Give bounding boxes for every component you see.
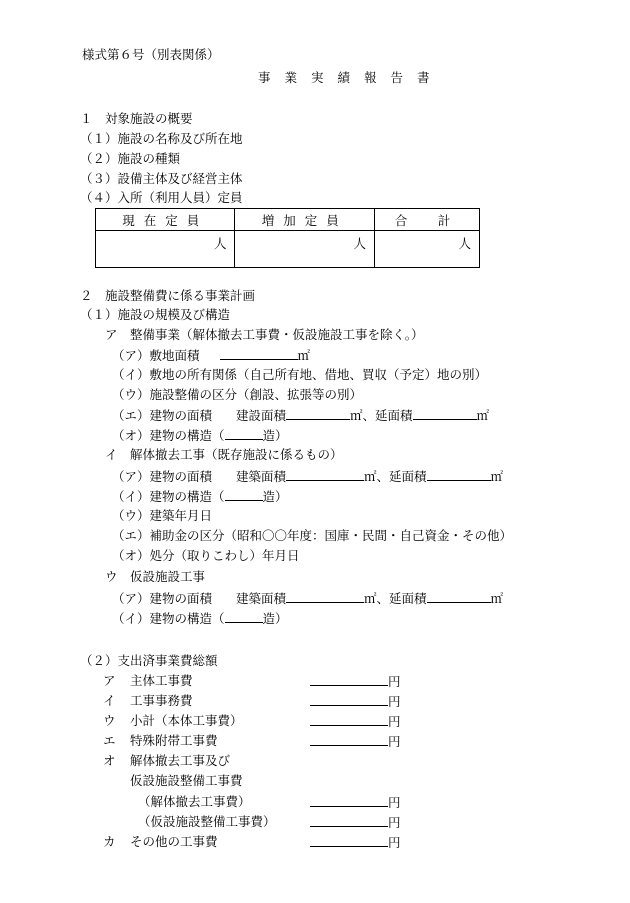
cost-sub-label: （解体撤去工事費）: [138, 794, 251, 809]
cost-mark: オ: [103, 753, 116, 768]
total-floor-area-label: ㎡、延面積: [364, 591, 427, 606]
disposal-date-row: （オ）処分（取りこわし）年月日: [112, 548, 300, 563]
total-floor-area-label: ㎡、延面積: [364, 469, 427, 484]
section-2-heading: ２ 施設整備費に係る事業計画: [80, 288, 256, 303]
total-floor-area-label: ㎡、延面積: [350, 408, 413, 423]
sqm-unit: ㎡: [490, 469, 504, 484]
structure-suffix: 造）: [262, 489, 288, 504]
built-date-row: （ウ）建築年月日: [112, 508, 213, 523]
amount-blank: [310, 672, 388, 686]
increase-capacity-header: 増加定員: [235, 209, 374, 231]
current-capacity-header: 現在定員: [96, 209, 235, 231]
amount-blank: [310, 712, 388, 726]
amount-blank: [310, 833, 388, 847]
building-footprint-label: 建築面積: [236, 469, 287, 484]
cost-label: 主体工事費: [130, 673, 193, 688]
temporary-structure-row: [112, 609, 288, 628]
structure-suffix: 造）: [262, 428, 288, 443]
building-area-label: （エ）建物の面積: [112, 408, 213, 423]
item-c-heading: ウ 仮設施設工事: [105, 569, 206, 584]
demolition-structure-row: [112, 487, 288, 506]
cost-mark: カ: [103, 834, 116, 849]
site-area-label: （ア）敷地面積: [112, 348, 200, 363]
building-footprint-label: 建築面積: [236, 591, 287, 606]
capacity-table: [95, 208, 480, 268]
yen-unit: 円: [388, 674, 401, 689]
cost-label: その他の工事費: [130, 834, 218, 849]
total-capacity-cell: 人: [374, 231, 479, 268]
land-ownership-row: （イ）敷地の所有関係（自己所有地、借地、買収（予定）地の別）: [112, 367, 488, 382]
item-a-heading: ア 整備事業（解体撤去工事費・仮設施設工事を除く。）: [105, 327, 424, 342]
total-floor-area-blank: [413, 406, 477, 420]
cost-label: 工事事務費: [130, 693, 193, 708]
construction-area-blank: [286, 406, 350, 420]
item-b-heading: イ 解体撤去工事（既存施設に係るもの）: [105, 447, 343, 462]
cost-mark: エ: [103, 733, 116, 748]
amount-blank: [310, 692, 388, 706]
cost-amount-row: [310, 732, 401, 751]
yen-unit: 円: [388, 835, 401, 850]
structure-suffix: 造）: [262, 611, 288, 626]
form-label: 様式第６号（別表関係）: [82, 47, 220, 62]
cost-label: 仮設施設整備工事費: [130, 773, 243, 788]
section-1-item: （４）入所（利用人員）定員: [80, 190, 243, 205]
cost-sub-label: （仮設施設整備工事費）: [138, 814, 276, 829]
section-1-item: （１）施設の名称及び所在地: [80, 131, 243, 146]
temporary-area-row: [112, 589, 503, 608]
amount-blank: [310, 732, 388, 746]
total-floor-area-blank: [427, 467, 491, 481]
yen-unit: 円: [388, 694, 401, 709]
subsidy-category-row: （エ）補助金の区分（昭和〇〇年度：国庫・民間・自己資金・その他）: [112, 528, 513, 543]
sqm-unit: ㎡: [297, 348, 311, 363]
structure-blank: [225, 426, 263, 440]
yen-unit: 円: [388, 795, 401, 810]
site-area-row: [112, 346, 310, 365]
section-2-sub-2: （２）支出済事業費総額: [80, 653, 218, 668]
structure-blank: [225, 609, 263, 623]
construction-type-row: （ウ）施設整備の区分（創設、拡張等の別）: [112, 387, 363, 402]
cost-mark: ア: [103, 673, 116, 688]
building-structure-row: [112, 426, 288, 445]
cost-mark: ウ: [103, 713, 116, 728]
structure-label: （イ）建物の構造（: [112, 489, 225, 504]
building-area-label: （ア）建物の面積: [112, 591, 213, 606]
demolition-area-row: [112, 467, 503, 486]
building-footprint-blank: [286, 467, 364, 481]
structure-label: （イ）建物の構造（: [112, 611, 225, 626]
cost-amount-row: [310, 692, 401, 711]
total-floor-area-blank: [427, 589, 491, 603]
structure-label: （オ）建物の構造（: [112, 428, 225, 443]
building-area-row: [112, 406, 489, 425]
cost-label: 特殊附帯工事費: [130, 733, 218, 748]
cost-amount-row: [310, 712, 401, 731]
yen-unit: 円: [388, 815, 401, 830]
section-1-heading: １ 対象施設の概要: [80, 111, 193, 126]
section-2-sub-1: （１）施設の規模及び構造: [80, 307, 231, 322]
cost-amount-row: [310, 793, 401, 812]
amount-blank: [310, 813, 388, 827]
sqm-unit: ㎡: [476, 408, 490, 423]
increase-capacity-cell: 人: [235, 231, 374, 268]
site-area-blank: [220, 346, 298, 360]
total-capacity-header: 合 計: [374, 209, 479, 231]
cost-mark: イ: [103, 693, 116, 708]
building-area-label: （ア）建物の面積: [112, 469, 213, 484]
current-capacity-cell: 人: [96, 231, 235, 268]
sqm-unit: ㎡: [490, 591, 504, 606]
cost-label: 小計（本体工事費）: [130, 713, 243, 728]
cost-amount-row: [310, 833, 401, 852]
document-title: 事業実績報告書: [258, 70, 444, 85]
amount-blank: [310, 793, 388, 807]
cost-amount-row: [310, 813, 401, 832]
cost-amount-row: [310, 672, 401, 691]
section-1-item: （２）施設の種類: [80, 151, 181, 166]
section-1-item: （３）設備主体及び経営主体: [80, 171, 243, 186]
yen-unit: 円: [388, 734, 401, 749]
building-footprint-blank: [286, 589, 364, 603]
cost-label: 解体撤去工事及び: [130, 753, 231, 768]
yen-unit: 円: [388, 714, 401, 729]
construction-area-label: 建設面積: [236, 408, 287, 423]
structure-blank: [225, 487, 263, 501]
